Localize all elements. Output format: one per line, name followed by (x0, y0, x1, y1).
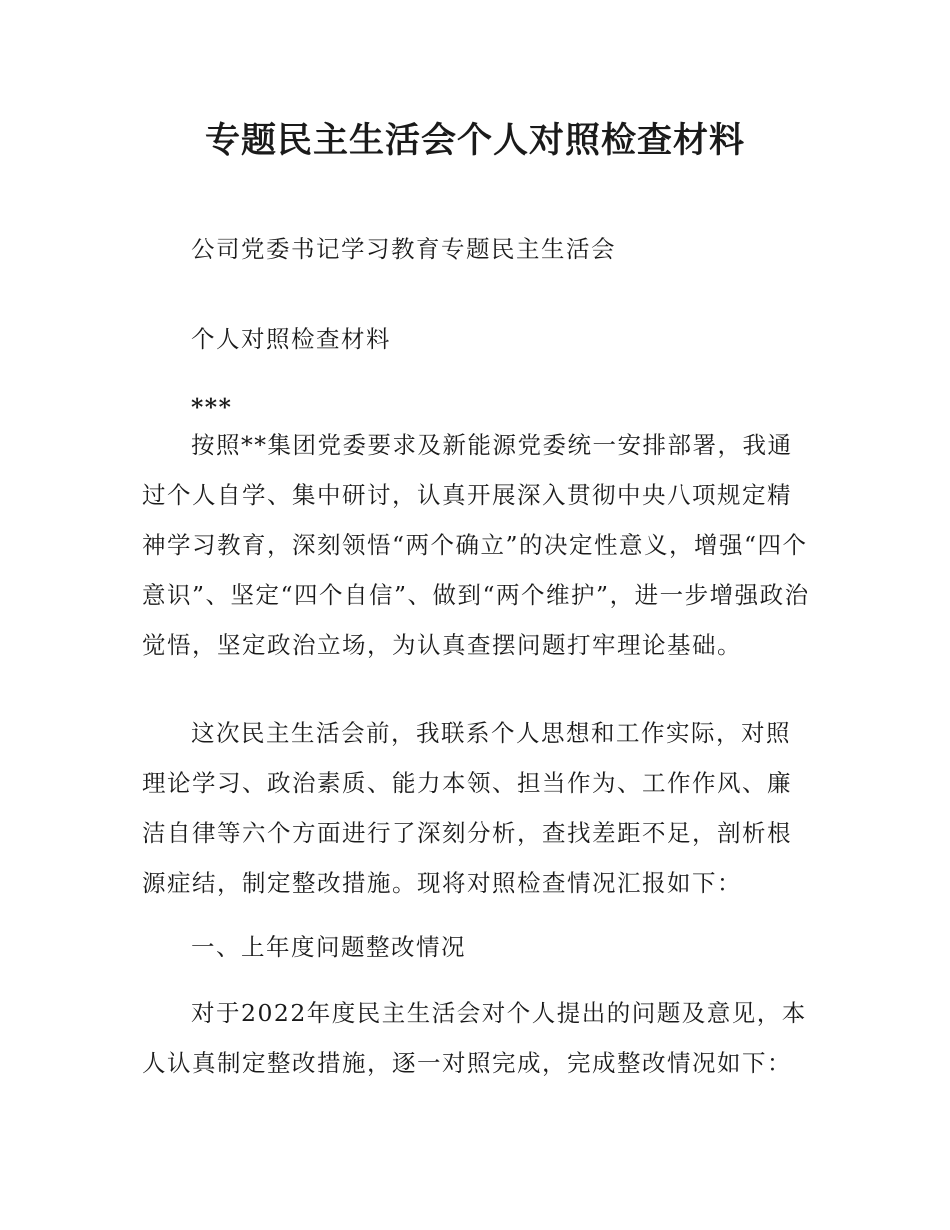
document-title: 专题民主生活会个人对照检查材料 (204, 120, 745, 161)
section-heading-1: 一、上年度问题整改情况 (191, 933, 466, 961)
body-paragraph-3: 对于2022年度民主生活会对个人提出的问题及意见，本人认真制定整改措施，逐一对照完成，完成整改情况如下： (142, 999, 807, 1077)
author-line: *** (191, 393, 233, 421)
body-paragraph-1: 按照**集团党委要求及新能源党委统一安排部署，我通过个人自学、集中研讨，认真开展深入贯彻中央八项规定精神学习教育，深刻领悟“两个确立”的决定性意义，增强“四个意识”、坚定“四个自信”、做到“两个维护”，进一步增强政治觉悟，坚定政治立场，为认真查摆问题打牢理论基础。 (142, 431, 810, 659)
subtitle-line-1: 公司党委书记学习教育专题民主生活会 (191, 235, 616, 263)
body-paragraph-2: 这次民主生活会前，我联系个人思想和工作实际，对照理论学习、政治素质、能力本领、担当作为、工作作风、廉洁自律等六个方面进行了深刻分析，查找差距不足，剖析根源症结，制定整改措施。现将对照检查情况汇报如下： (142, 719, 792, 897)
subtitle-line-2: 个人对照检查材料 (191, 325, 391, 353)
